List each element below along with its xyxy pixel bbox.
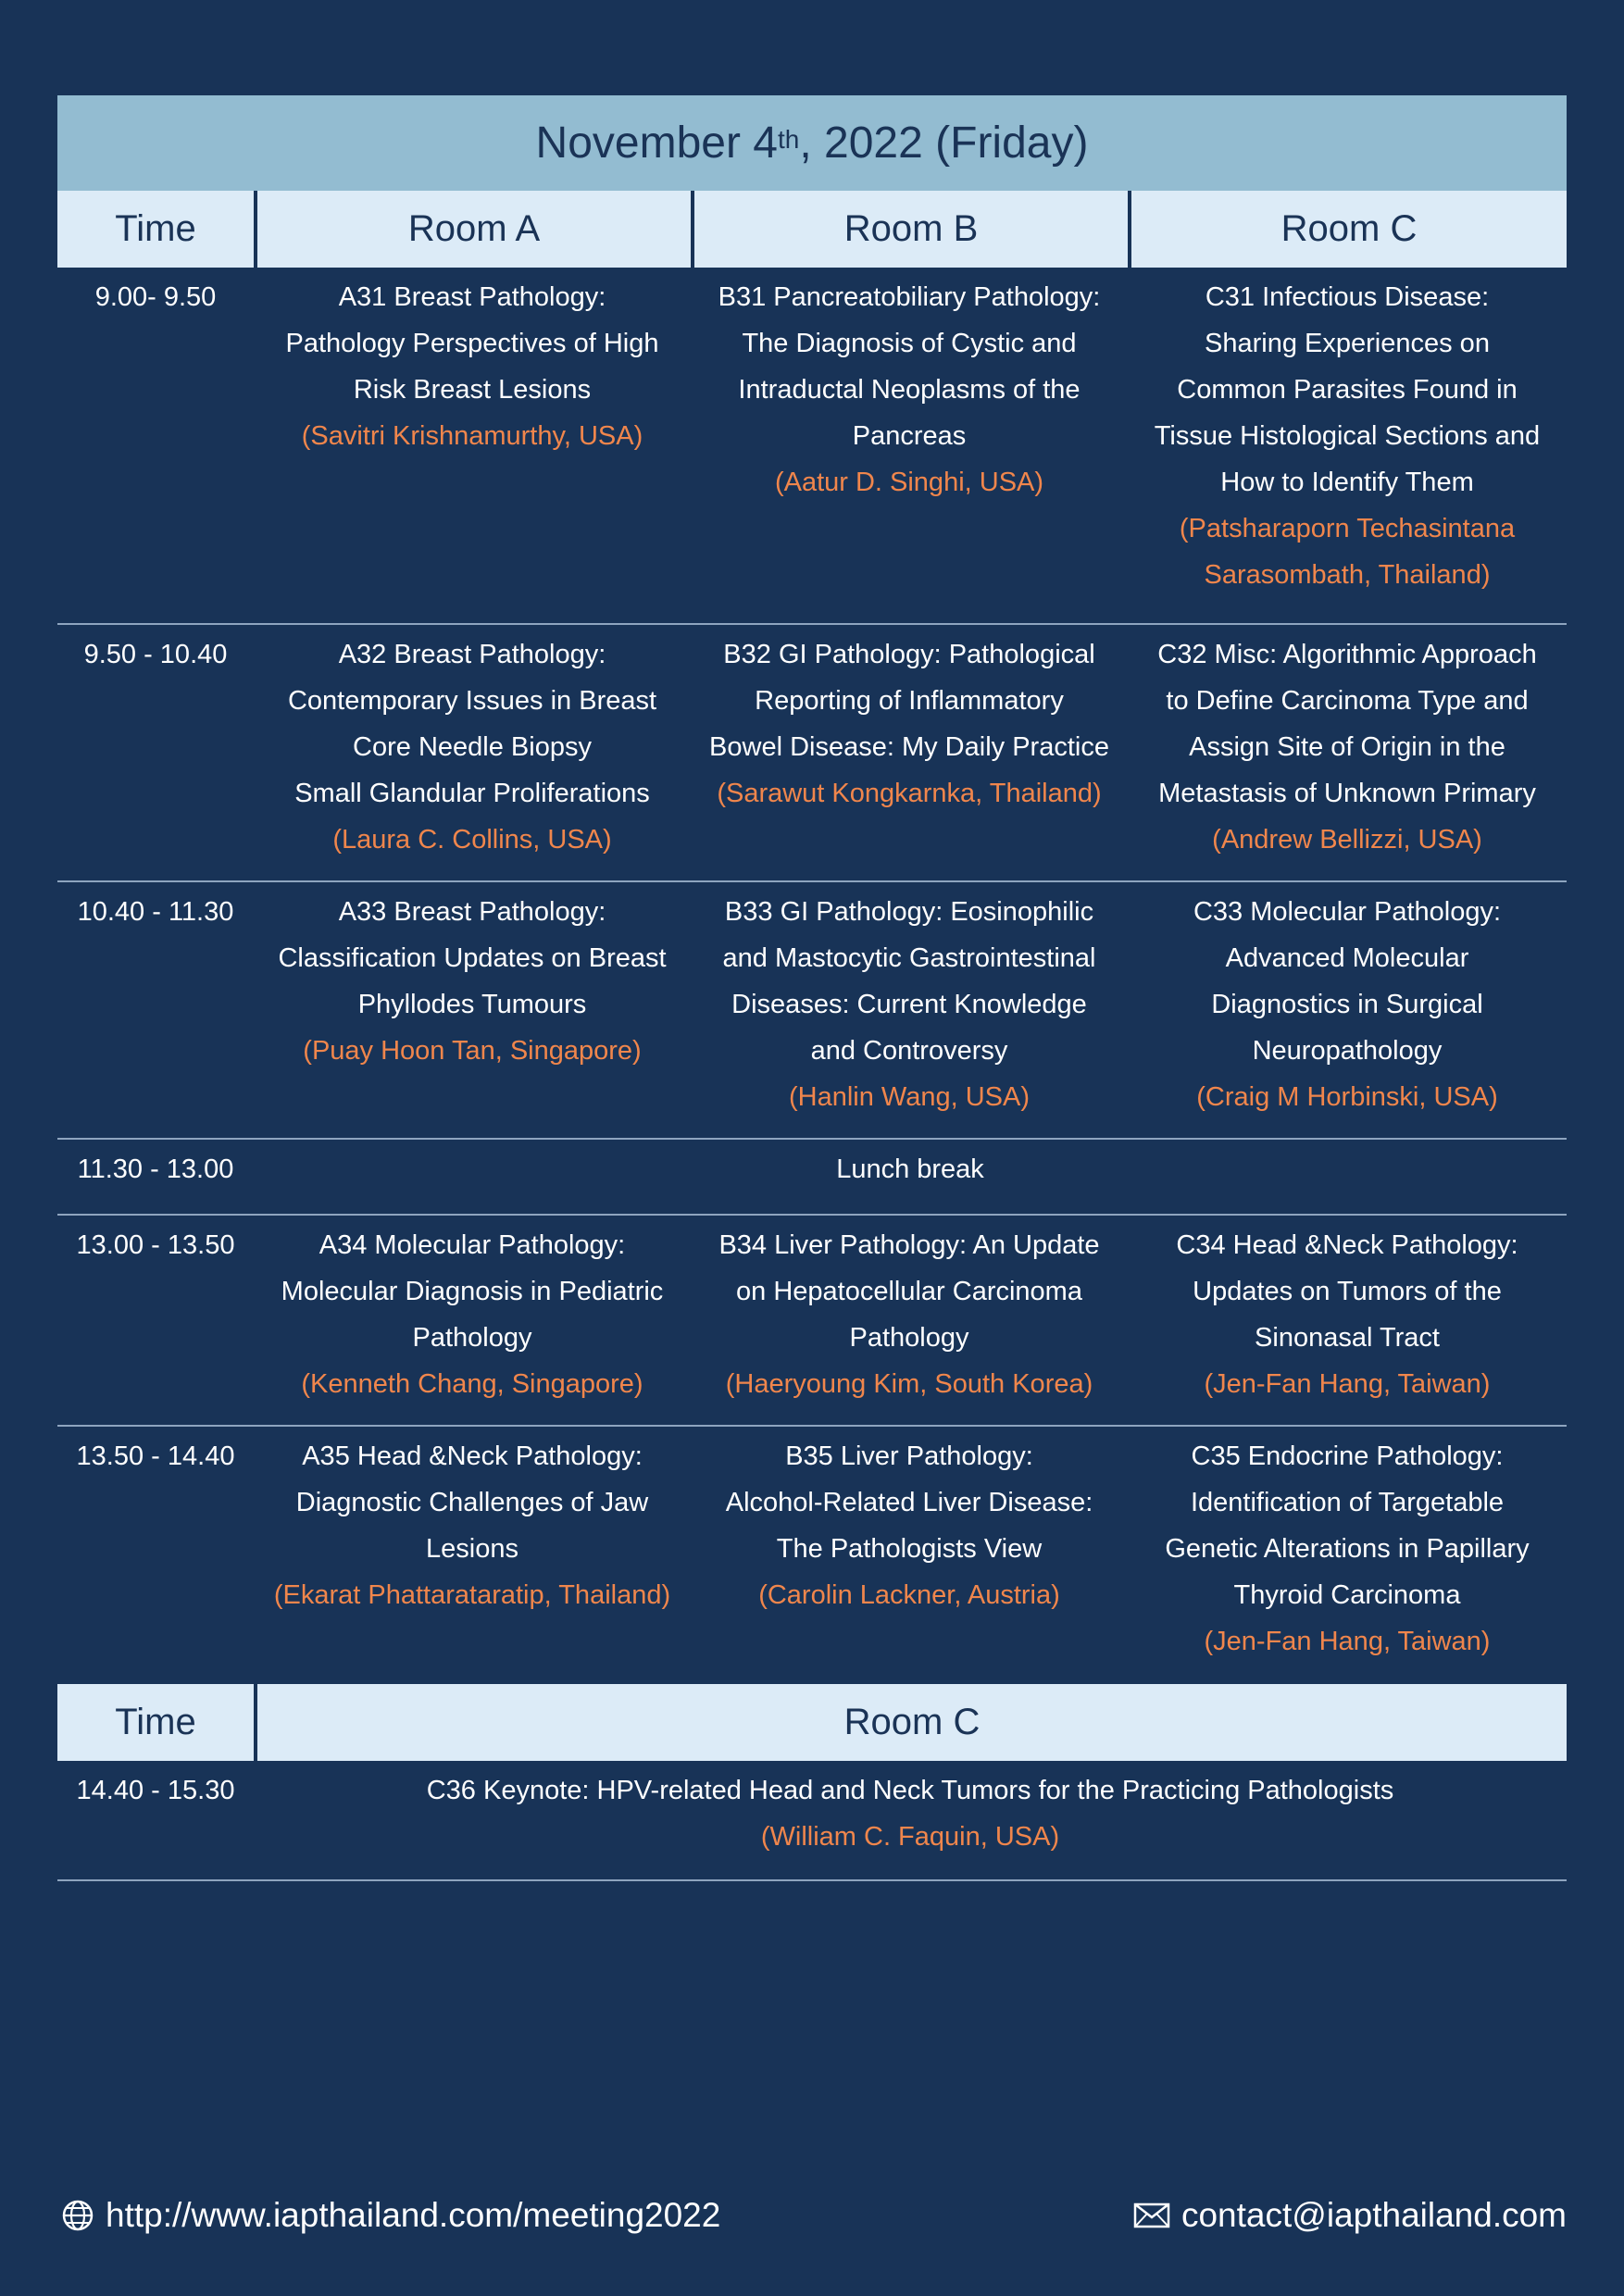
session-room-b [691,882,1128,1138]
session-room-c [1128,1427,1567,1684]
session-title-line: Advanced Molecular [1225,943,1469,973]
session-room-a [254,625,691,880]
schedule-table [57,95,1567,1881]
keynote-header-time: Time [115,1702,196,1742]
session-title-line: Diseases: Current Knowledge [731,990,1087,1019]
session-title-line: C32 Misc: Algorithmic Approach [1157,640,1537,669]
session-title-line: to Define Carcinoma Type and [1166,686,1529,716]
session-title-line: and Controversy [810,1036,1008,1066]
session-title-line: Risk Breast Lesions [353,375,592,405]
session-title-line: Reporting of Inflammatory [755,686,1064,716]
session-room-b [691,625,1128,880]
speaker-name: (Laura C. Collins, USA) [332,825,612,855]
session-title-line: Classification Updates on Breast [278,943,667,973]
session-title-line: C34 Head &Neck Pathology: [1176,1230,1518,1260]
session-title-line: Contemporary Issues in Breast [287,686,657,716]
speaker-name: (Jen-Fan Hang, Taiwan) [1204,1369,1491,1399]
session-title-line: The Diagnosis of Cystic and [742,329,1077,358]
session-title-line: B34 Liver Pathology: An Update [718,1230,1100,1260]
session-title-line: A32 Breast Pathology: [338,640,606,669]
session-time: 11.30 - 13.00 [77,1154,234,1184]
keynote-row [57,1761,1567,1881]
column-header-time: Time [115,208,196,249]
session-title-line: B33 GI Pathology: Eosinophilic [724,897,1094,927]
session-title-line: A31 Breast Pathology: [338,282,606,312]
session-row-3 [57,882,1567,1140]
speaker-name: (Aatur D. Singhi, USA) [774,468,1044,497]
session-title-line: Thyroid Carcinoma [1233,1580,1461,1610]
column-header-room-a: Room A [254,191,691,268]
session-title-line: C31 Infectious Disease: [1205,282,1490,312]
session-title-line: B31 Pancreatobiliary Pathology: [718,282,1101,312]
speaker-name: (Ekarat Phattarataratip, Thailand) [273,1580,671,1610]
session-room-c [1128,268,1567,623]
session-title-line: Genetic Alterations in Papillary [1165,1534,1530,1564]
session-title-line: Bowel Disease: My Daily Practice [709,732,1109,762]
session-room-a [254,882,691,1138]
envelope-icon [1133,2202,1170,2229]
session-title-line: The Pathologists View [776,1534,1043,1564]
session-time: 10.40 - 11.30 [77,897,234,927]
column-header-room-c: Room C [1128,191,1567,268]
session-title-line: Updates on Tumors of the [1193,1277,1502,1306]
speaker-name: (Andrew Bellizzi, USA) [1212,825,1482,855]
session-title-line: Diagnostics in Surgical [1211,990,1483,1019]
session-row-1 [57,268,1567,625]
date-prefix: November 4 [535,119,778,168]
session-row-5 [57,1427,1567,1684]
email-link[interactable] [1133,2196,1567,2235]
session-title-line: Small Glandular Proliferations [294,779,650,808]
website-link[interactable] [61,2196,720,2235]
session-title-line: B35 Liver Pathology: [785,1441,1033,1471]
keynote-header-row [57,1684,1567,1761]
session-title-line: Core Needle Biopsy [353,732,592,762]
session-time: 13.00 - 13.50 [76,1230,235,1260]
session-room-a [254,1427,691,1684]
session-title-line: B32 GI Pathology: Pathological [723,640,1095,669]
session-title-line: Tissue Histological Sections and [1154,421,1541,451]
session-title-line: Neuropathology [1252,1036,1443,1066]
session-title-line: Assign Site of Origin in the [1189,732,1505,762]
session-title-line: Pancreas [852,421,967,451]
session-room-b [691,268,1128,623]
session-title-line: Intraductal Neoplasms of the [738,375,1081,405]
session-room-c [1128,882,1567,1138]
session-title-line: and Mastocytic Gastrointestinal [722,943,1096,973]
speaker-name: (William C. Faquin, USA) [760,1822,1060,1852]
session-time: 9.00- 9.50 [94,282,217,312]
session-room-b [691,1427,1128,1684]
speaker-name: (Sarawut Kongkarnka, Thailand) [717,779,1102,808]
session-title-line: How to Identify Them [1220,468,1474,497]
session-title-line: Pathology [412,1323,532,1353]
speaker-name: (Kenneth Chang, Singapore) [301,1369,643,1399]
keynote-title: C36 Keynote: HPV-related Head and Neck Tumors for the Practicing Pathologists [426,1776,1394,1805]
session-title-line: C35 Endocrine Pathology: [1191,1441,1504,1471]
speaker-name: (Patsharaporn Techasintana [1179,514,1516,543]
session-title-line: Molecular Diagnosis in Pediatric [281,1277,664,1306]
column-header-row [57,191,1567,268]
speaker-name: (Jen-Fan Hang, Taiwan) [1204,1627,1491,1656]
session-title-line: C33 Molecular Pathology: [1193,897,1502,927]
session-title-line: Pathology Perspectives of High [285,329,659,358]
speaker-name: (Hanlin Wang, USA) [788,1082,1030,1112]
speaker-name: (Craig M Horbinski, USA) [1196,1082,1498,1112]
session-title-line: Sinonasal Tract [1255,1323,1440,1353]
session-title-line: Lesions [426,1534,518,1564]
session-time: 14.40 - 15.30 [76,1776,235,1805]
date-superscript: th [777,124,800,154]
session-title-line: A33 Breast Pathology: [338,897,606,927]
speaker-name: (Carolin Lackner, Austria) [758,1580,1060,1610]
session-title-line: Phyllodes Tumours [357,990,587,1019]
session-title-line: on Hepatocellular Carcinoma [736,1277,1082,1306]
speaker-name: Sarasombath, Thailand) [1204,560,1491,590]
session-title-line: Metastasis of Unknown Primary [1158,779,1536,808]
session-row-2 [57,625,1567,882]
session-time: 13.50 - 14.40 [76,1441,235,1471]
session-title-line: Common Parasites Found in [1177,375,1518,405]
session-title-line: Identification of Targetable [1190,1488,1505,1517]
keynote-header-room: Room C [254,1684,1567,1761]
session-title-line: Alcohol-Related Liver Disease: [725,1488,1093,1517]
lunch-row [57,1140,1567,1216]
session-title-line: A34 Molecular Pathology: [319,1230,626,1260]
globe-icon [61,2199,94,2232]
speaker-name: (Puay Hoon Tan, Singapore) [303,1036,642,1066]
website-url[interactable]: http://www.iapthailand.com/meeting2022 [106,2196,721,2234]
session-time: 9.50 - 10.40 [83,640,228,669]
session-room-b [691,1216,1128,1425]
session-row-4 [57,1216,1567,1427]
speaker-name: (Savitri Krishnamurthy, USA) [301,421,643,451]
session-room-c [1128,625,1567,880]
lunch-label: Lunch break [836,1154,984,1184]
session-title-line: Diagnostic Challenges of Jaw [295,1488,649,1517]
date-suffix: , 2022 (Friday) [799,119,1089,168]
session-room-a [254,268,691,623]
date-header [57,95,1567,191]
session-title-line: Sharing Experiences on [1205,329,1490,358]
column-header-room-b: Room B [691,191,1128,268]
email-address[interactable]: contact@iapthailand.com [1181,2196,1567,2234]
speaker-name: (Haeryoung Kim, South Korea) [725,1369,1093,1399]
session-room-a [254,1216,691,1425]
session-title-line: Pathology [849,1323,969,1353]
session-room-c [1128,1216,1567,1425]
session-title-line: A35 Head &Neck Pathology: [302,1441,643,1471]
keynote-session [254,1761,1567,1879]
